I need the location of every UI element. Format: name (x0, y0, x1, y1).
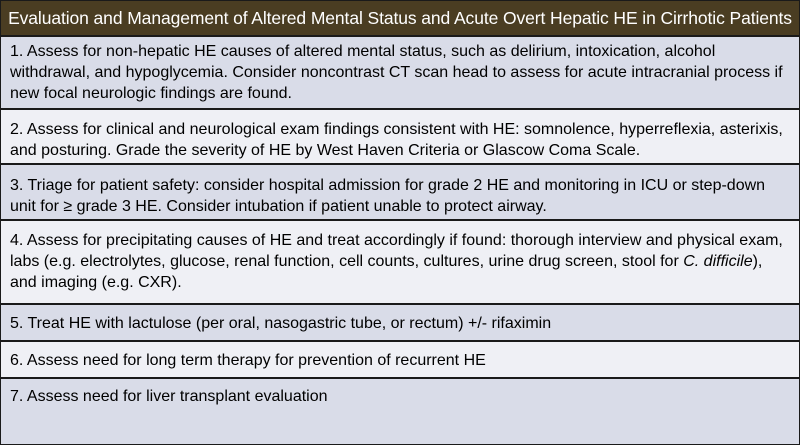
step-text-6: 6. Assess need for long term therapy for prevention of recurrent HE (10, 352, 486, 369)
step-row-1 (1, 37, 799, 110)
step-text-4-organism: C. difficile (683, 253, 753, 270)
step-text-1: 1. Assess for non-hepatic HE causes of altered mental status, such as delirium, intoxication, alcohol withdrawal, and hypoglycemia. Consider noncontrast CT scan head to assess for acute intracranial process if new focal neurologic findings are found. (10, 43, 783, 102)
step-row-2 (1, 110, 799, 165)
step-text-2: 2. Assess for clinical and neurological exam findings consistent with HE: somnolence, hyperreflexia, asterixis, and posturing. Grade the severity of HE by West Haven Criteria or Glascow Coma Scale. (10, 121, 783, 159)
step-row-4 (1, 221, 799, 305)
step-row-5 (1, 305, 799, 342)
step-text-4 (10, 230, 791, 293)
table-title: Evaluation and Management of Altered Mental Status and Acute Overt Hepatic HE in Cirrhotic Patients (1, 1, 799, 37)
step-row-6 (1, 342, 799, 379)
step-text-4-part-1: 4. Assess for precipitating causes of HE and treat accordingly if found: thorough interview and physical exam, labs (e.g. electrolytes, glucose, renal function, cell counts, cultures, urine drug screen, stool for (10, 232, 783, 270)
step-text-5: 5. Treat HE with lactulose (per oral, nasogastric tube, or rectum) +/- rifaximin (10, 315, 552, 332)
step-row-7 (1, 379, 799, 444)
step-text-4-part-2: ), and imaging (e.g. CXR). (10, 253, 763, 291)
step-row-3 (1, 165, 799, 221)
step-text-3: 3. Triage for patient safety: consider hospital admission for grade 2 HE and monitoring in ICU or step-down unit for ≥ grade 3 HE. Consider intubation if patient unable to protect airway. (10, 177, 766, 215)
step-text-7: 7. Assess need for liver transplant evaluation (10, 388, 328, 405)
